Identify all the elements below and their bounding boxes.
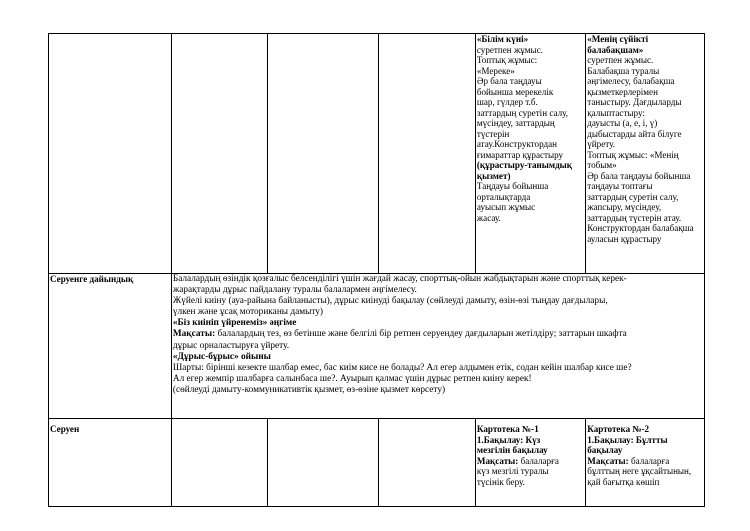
table-cell [379,34,476,274]
text-line: ғимараттар құрастыру [476,149,564,160]
text-line: суретпен жұмыс. [587,55,654,65]
text-line: заттардың суретін салу, [587,191,679,202]
text-line: Картотека №-1 [476,424,539,434]
text-line: заттардың түстерін атау. [587,212,682,223]
table-cell [171,419,267,507]
text-line: үйрету. [587,139,615,149]
text-line: түсінік беру. [476,476,525,487]
walk-prep-content [171,274,704,419]
row-label-walk-prep: Серуенге дайындық [49,274,172,419]
table-cell [267,34,378,274]
text-line: жапсыру, мүсіндеу, [587,202,662,212]
text-line: Әр бала таңдауы бойынша [587,170,691,181]
text-line: заттардың суретін салу, [476,107,569,118]
text-line: «Біз киініп үйренеміз» әңгіме [172,318,297,329]
text-line: (құрастыру-танымдық [476,160,573,170]
text-line: мүсіндеу, заттардың [476,118,555,128]
walk-cell-day5 [475,419,585,507]
table-cell [49,34,172,274]
text-line: Топтық жұмыс: «Менің [587,149,679,160]
text-line: бақылау [587,445,623,455]
table-row [49,419,705,507]
table-cell [379,419,476,507]
schedule-table [48,33,705,507]
walk-cell-day6 [586,419,705,507]
text-line: «Мереке» [476,65,515,76]
text-line: әңгімелесу, балабақша [587,76,675,86]
text-line: «Білім күні» [476,34,529,44]
text-line: қай бағытқа көшіп [587,476,660,487]
text-line: күз мезгілі туралы [476,466,549,476]
text-line: «Дұрыс-бұрыс» ойыны [172,351,271,362]
text-line: Мақсаты: балалардың тез, өз бетінше және белгілі бір ретпен серуендеу дағдыларын жетілдіру; заттарын шкафта [172,329,627,340]
text-line: қызмет) [476,170,511,181]
text-line: бұлттың неге ұқсайтынын, [587,466,692,476]
text-line: суретпен жұмыс. [476,44,543,55]
text-line: Мақсаты: балаларға [587,455,670,466]
text-line: атау.Конструктордан [476,139,558,149]
text-line: Конструктордан балабақша [587,223,694,233]
text-line: «Менің сүйікті [587,34,649,44]
text-line: ауласын құрастыру [587,233,662,244]
text-line: Ал егер жемпір шалбарға салынбаса ше?. Ауырып қалмас үшін дұрыс ретпен киіну керек! [172,373,532,384]
text-line: жасау. [476,212,501,223]
text-line: Топтық жұмыс: [476,55,538,65]
text-line: түстерін [476,128,510,139]
text-line: тобым» [587,160,617,170]
text-line: (сөйлеуді дамыту-коммуникативтік қызмет, өз-өзіне қызмет көрсету) [172,384,446,395]
text-line: Шарты: бірінші кезекте шалбар емес, бас киім кисе не болады? Ал егер алдымен етік, содан кейін шалбар кисе ше? [172,362,632,373]
text-line: жарақтарды дұрыс пайдалану туралы балалармен әңгімелесу. [172,285,417,296]
table-cell [267,419,378,507]
text-line: үлкен және ұсақ моториканы дамыту) [172,307,324,318]
text-line: шар, гүлдер т.б. [476,97,538,107]
table-cell [171,34,267,274]
text-line: қызметкерлерімен [587,86,658,97]
activity-cell-day6 [586,34,705,274]
text-line: Балабақша туралы [587,65,660,76]
text-line: Әр бала таңдауы [476,76,542,86]
activity-cell-day5 [475,34,585,274]
text-line: қалыптастыру: [587,107,645,118]
text-line: ауысып жұмыс [476,202,536,212]
text-line: 1.Бақылау: Күз [476,434,541,445]
table-row [49,274,705,419]
text-line: Картотека №-2 [587,424,650,434]
text-line: Жүйелі киіну (ауа-райына байланысты), дұрыс киінуді бақылау (сөйлеуді дамыту, өзін-өзі тыңдау дағдылары, [172,296,608,307]
text-line: Таңдауы бойынша [476,181,549,191]
text-line: Балалардың өзіндік қозғалыс белсенділігі үшін жағдай жасау, спорттық-ойын жабдықтарын және спорттық керек- [172,274,627,284]
text-line: дұрыс орналастыруға үйрету. [172,340,290,351]
text-line: таңдауы топтағы [587,181,653,191]
text-line: орталықтарда [476,191,531,202]
text-line: дауысты (а, е, і, ү) [587,118,658,128]
text-line: 1.Бақылау: Бұлтты [587,434,668,445]
text-line: дыбыстарды айта білуге [587,128,682,139]
table-row [49,34,705,274]
text-line: балабақшам» [587,44,644,55]
text-line: бойынша мерекелік [476,86,554,97]
text-line: таныстыру. Дағдыларды [587,97,682,107]
row-label-walk: Серуен [49,419,172,507]
text-line: мезгілін бақылау [476,445,548,455]
text-line: Мақсаты: балаларға [476,455,559,466]
